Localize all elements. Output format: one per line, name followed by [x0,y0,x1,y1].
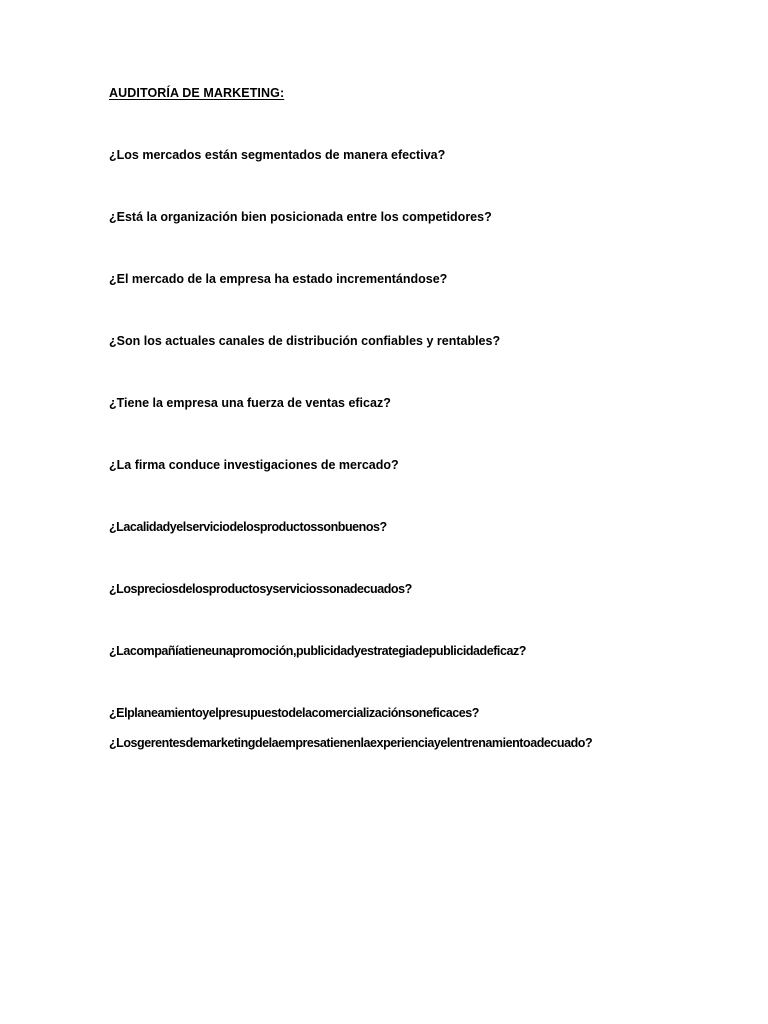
question-item: ¿Lacompañíatieneunapromoción,publicidadyestrategiadepublicidadeficaz? [109,644,526,658]
question-item: ¿Tiene la empresa una fuerza de ventas eficaz? [109,396,391,410]
question-item: ¿La firma conduce investigaciones de mercado? [109,458,399,472]
question-item: ¿Elplaneamientoyelpresupuestodelacomercializaciónsoneficaces? [109,706,479,720]
question-item: ¿Son los actuales canales de distribución confiables y rentables? [109,334,501,348]
question-item: ¿Lospreciosdelosproductosyserviciossonadecuados? [109,582,412,596]
question-item: ¿Los mercados están segmentados de manera efectiva? [109,148,446,162]
question-item: ¿El mercado de la empresa ha estado incrementándose? [109,272,448,286]
question-item: ¿Losgerentesdemarketingdelaempresatienenlaexperienciayelentrenamientoadecuado? [109,736,593,750]
question-item: ¿Lacalidadyelserviciodelosproductossonbuenos? [109,520,387,534]
document-title: AUDITORÍA DE MARKETING: [109,86,285,100]
question-item: ¿Está la organización bien posicionada entre los competidores? [109,210,492,224]
